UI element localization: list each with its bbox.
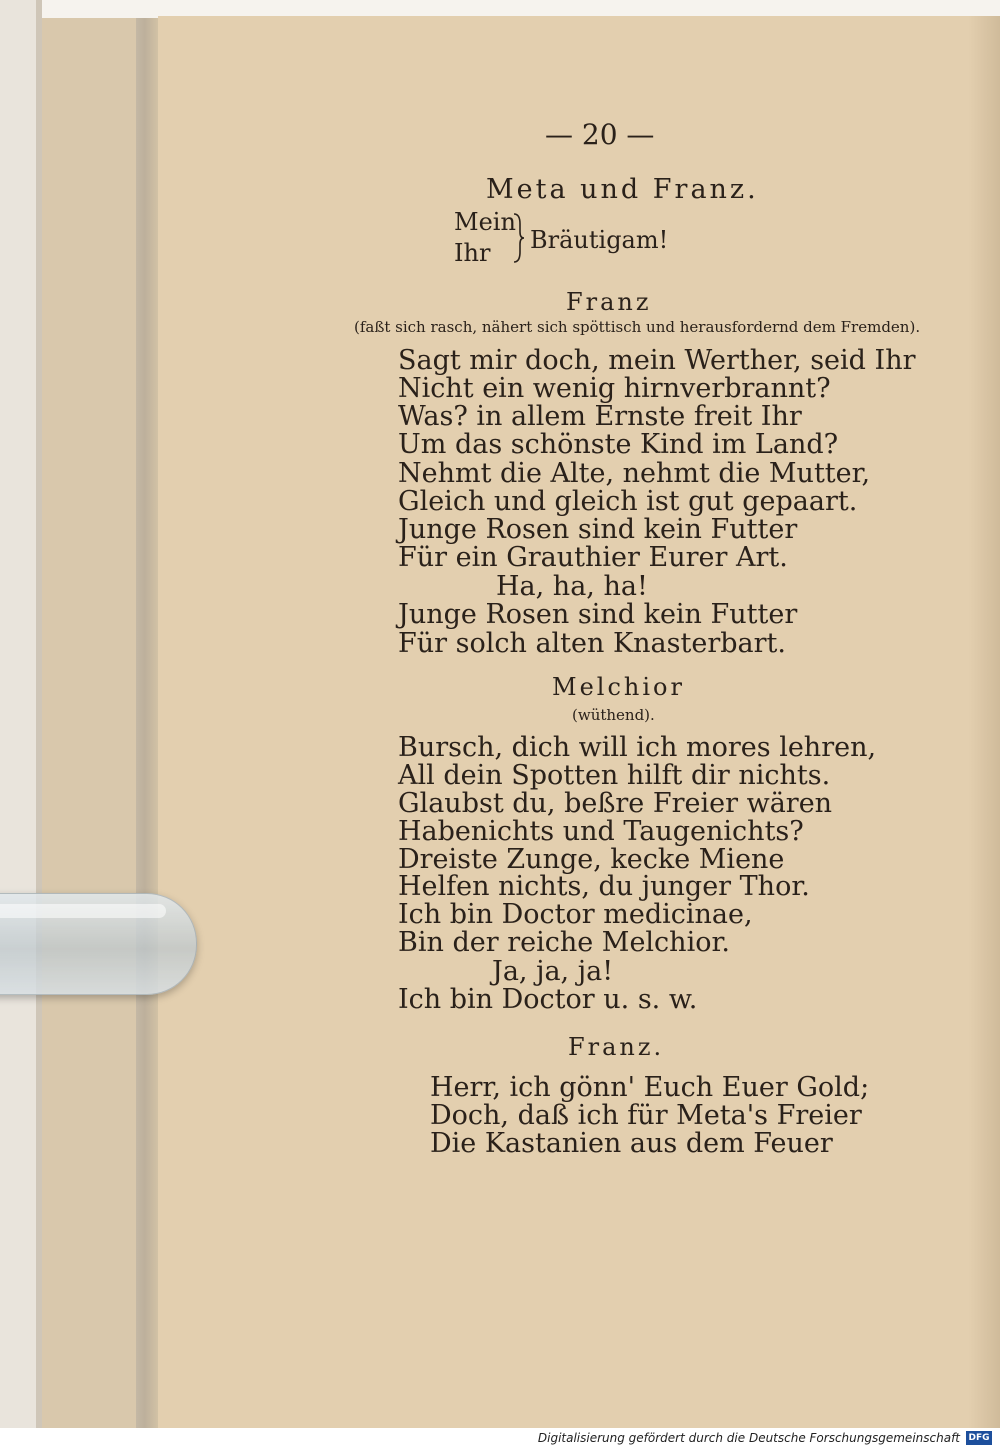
footer-credit: Digitalisierung gefördert durch die Deutsche Forschungsgemeinschaft [537,1431,960,1445]
stage-direction: (wüthend). [572,706,655,724]
verse-line: Ha, ha, ha! [496,571,648,602]
verse-line: Junge Rosen sind kein Futter [398,514,798,545]
page-stack [136,18,158,1428]
book-cover-board [42,18,138,1428]
duet-name-2: Ihr [454,239,491,267]
verse-line: Ja, ja, ja! [492,956,614,987]
verse-line: Doch, daß ich für Meta's Freier [430,1100,862,1131]
speaker-melchior: Melchior [552,673,685,701]
verse-line: Um das schönste Kind im Land? [398,429,839,460]
glass-highlight [0,904,166,918]
verse-line: Dreiste Zunge, kecke Miene [398,844,785,875]
verse-line: Ich bin Doctor u. s. w. [398,984,698,1015]
speaker-franz: Franz [566,288,652,316]
verse-line: Gleich und gleich ist gut gepaart. [398,486,858,517]
verse-line: Junge Rosen sind kein Futter [398,599,798,630]
verse-line: Für solch alten Knasterbart. [398,628,786,659]
dfg-logo: DFG [966,1431,992,1445]
verse-line: Sagt mir doch, mein Werther, seid Ihr [398,345,916,376]
duet-line: Bräutigam! [530,226,669,254]
verse-line: Nicht ein wenig hirnverbrannt? [398,373,831,404]
speaker-franz: Franz. [568,1033,665,1061]
heading-duet: Meta und Franz. [486,174,759,205]
brace-icon [512,212,524,264]
verse-line: All dein Spotten hilft dir nichts. [398,760,831,791]
verse-line: Ich bin Doctor medicinae, [398,899,753,930]
footer-bar [0,1428,1000,1449]
verse-line: Bursch, dich will ich mores lehren, [398,732,877,763]
verse-line: Bin der reiche Melchior. [398,927,730,958]
duet-name-1: Mein [454,208,516,236]
verse-line: Für ein Grauthier Eurer Art. [398,542,788,573]
left-board [0,0,36,1449]
verse-line: Glaubst du, beßre Freier wären [398,788,833,819]
glass-page-weight [0,893,197,995]
verse-line: Was? in allem Ernste freit Ihr [398,401,802,432]
verse-line: Habenichts und Taugenichts? [398,816,804,847]
page-gutter-shadow [968,16,1000,1428]
verse-line: Nehmt die Alte, nehmt die Mutter, [398,458,871,489]
verse-line: Herr, ich gönn' Euch Euer Gold; [430,1072,870,1103]
verse-line: Helfen nichts, du junger Thor. [398,871,810,902]
verse-line: Die Kastanien aus dem Feuer [430,1128,833,1159]
stage-direction: (faßt sich rasch, nähert sich spöttisch und herausfordernd dem Fremden). [354,318,921,336]
page-number: — 20 — [545,118,655,151]
